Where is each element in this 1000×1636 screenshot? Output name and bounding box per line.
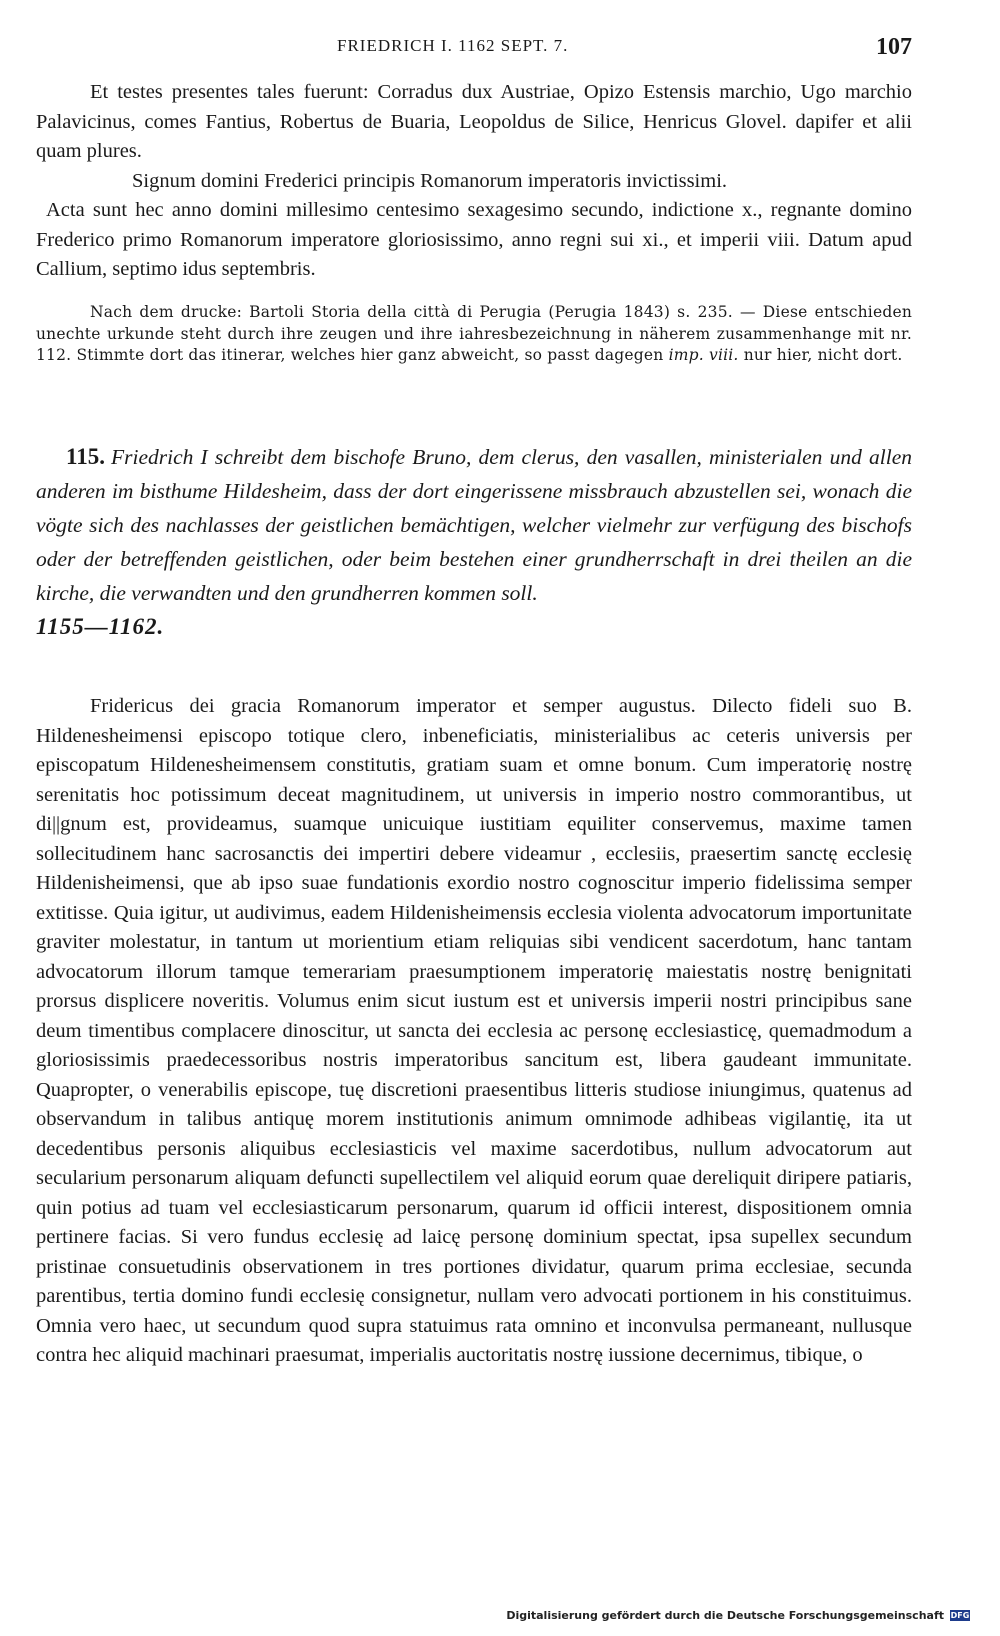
acta-paragraph: Acta sunt hec anno domini millesimo centesimo sexagesimo secundo, indictione x., regnante domino Frederico primo Romanorum imperatore gloriosissimo, anno regni sui xi., et imperii viii. Datum apud Callium, septimo idus septembris. <box>36 199 912 280</box>
note-text: Nach dem drucke: Bartoli Storia della città di Perugia (Perugia 1843) s. 235. — Diese entschieden unechte urkunde steht durch ihre zeugen und ihre iahresbezeichnung in näherem zusammenhange mit nr. 112. Stimmte dort das itinerar, welches hier ganz abweicht, so passt dagegen <box>36 303 912 364</box>
witness-paragraph: Et testes presentes tales fuerunt: Corradus dux Austriae, Opizo Estensis marchio, Ugo marchio Palavicinus, comes Fantius, Robertus de Buaria, Leopoldus de Silice, Henricus Glovel. dapifer et alii quam plures. <box>36 81 912 162</box>
document-number: 115. <box>66 444 105 469</box>
document-115-heading <box>36 440 912 644</box>
editorial-note <box>36 302 912 367</box>
previous-document-text <box>36 78 912 285</box>
footer-text: Digitalisierung gefördert durch die Deutsche Forschungsgemeinschaft <box>506 1609 944 1622</box>
charter-text: Fridericus dei gracia Romanorum imperator et semper augustus. Dilecto fideli suo B. Hildenesheimensi episcopo totique clero, inbeneficiatis, ministerialibus ac ceteris universis per episcopatum Hildenesheimensem constitutis, gratiam suam et omne bonum. Cum imperatorię nostrę serenitatis hoc potissimum deceat magnitudinem, ut universis in imperio nostro commorantibus, ut di||gnum est, provideamus, suamque unicuique iustitiam equiliter conservemus, maxime tamen sollecitudinem hanc sacrosanctis dei impertiri debere videamur , ecclesiis, praesertim sanctę ecclesię Hildenisheimensi, que ab ipso suae fundationis exordio nostro cognoscitur imperio fidelissima semper extitisse. Quia igitur, ut audivimus, eadem Hildenisheimensis ecclesia violenta advocatorum importunitate graviter molestatur, in tantum ut morientium etiam reliquias sibi vendicent sacerdotum, hanc tantam advocatorum illorum tamque temerariam praesumptionem imperatorię maiestatis nostrę benignitati prorsus displicere noveritis. Volumus enim sicut iustum est et universis imperii nostri principibus sane deum timentibus complacere dinoscitur, ut sancta dei ecclesia ac personę ecclesiasticę, quemadmodum a gloriosissimis praedecessoribus nostris imperatoribus sancitum est, libera gaudeant immunitate. Quapropter, o venerabilis episcope, tuę discretioni praesentibus litteris studiose iniungimus, quatenus ad observandum in talibus antiquę morem institutionis animum omnimode adhibeas vigilantię, ita ut decedentibus personis aliquibus ecclesiasticis vel maxime sacerdotibus, nullum advocatorum aut secularium personarum aliquam defuncti supellectilem vel aliquid eorum quae dereliquit diripere patiaris, quin potius ad tuam vel ecclesiasticarum personarum, quarum id officii interest, dispositionem omnia pertinere facias. Si vero fundus ecclesię ad laicę personę dominium spectat, ipsa supellex secundum pristinae consuetudinis observationem in tres portiones dividatur, quarum prima ecclesiae, secunda parentibus, tertia domino fundi ecclesię consignetur, nullam vero advocati portionem in his constituimus. Omnia vero haec, ut secundum quod supra statuimus rata omnino et inconvulsa permaneant, nullusque contra hec aliquid machinari praesumat, imperialis auctoritatis nostrę iussione decernimus, tibique, o <box>36 695 912 1366</box>
dfg-logo: DFG <box>950 1611 970 1620</box>
note-emphasis: imp. viii. <box>668 346 739 364</box>
regest-text: Friedrich I schreibt dem bischofe Bruno, dem clerus, den vasallen, ministerialen und allen anderen im bisthume Hildesheim, dass der dort eingerissene missbrauch abzustellen sei, wonach die vögte sich des nachlasses der geistlichen bemächtigen, welcher vielmehr zur verfügung des bischofs oder der betreffenden geistlichen, oder beim bestehen einer grundherrschaft in drei theilen an die kirche, die verwandten und den grundherren kommen soll. <box>36 445 912 605</box>
document-date: 1155—1162. <box>36 614 165 639</box>
document-115-body <box>36 692 912 1371</box>
running-head <box>32 36 912 66</box>
digitization-footer <box>506 1609 970 1622</box>
page-number: 107 <box>876 34 912 60</box>
note-text-end: nur hier, nicht dort. <box>738 346 903 364</box>
running-title: FRIEDRICH I. 1162 SEPT. 7. <box>337 36 569 55</box>
signum-paragraph: Signum domini Frederici principis Romanorum imperatoris invictissimi. <box>132 169 728 192</box>
